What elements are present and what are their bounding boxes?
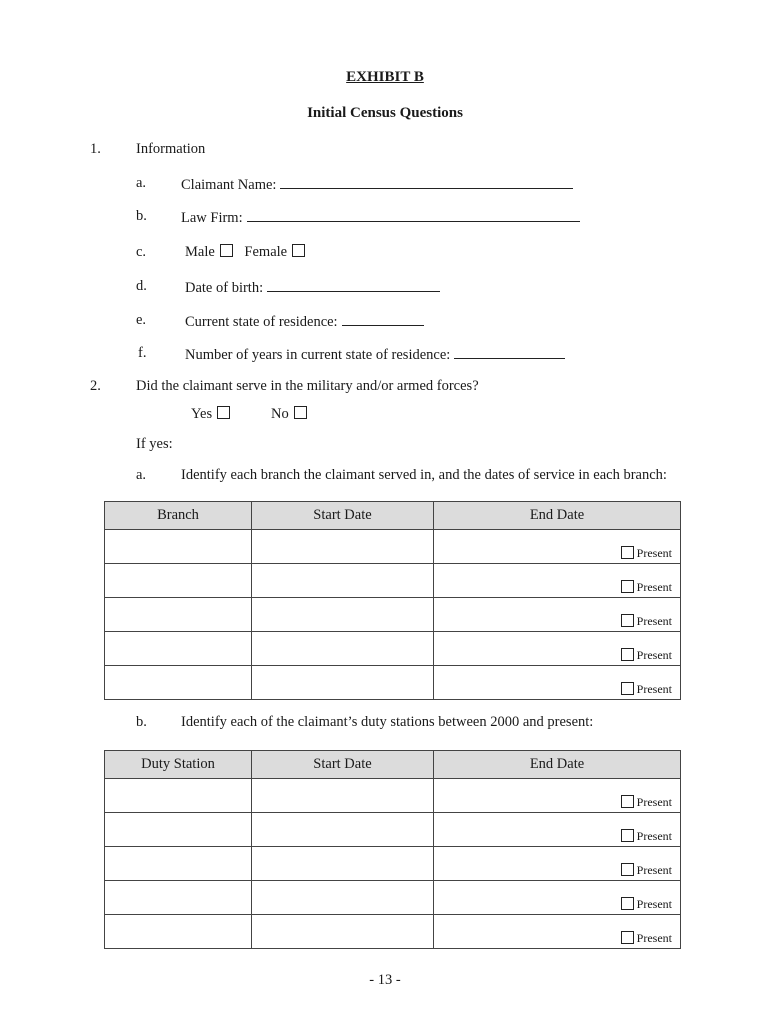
table-row: [105, 666, 681, 700]
header-start-date: Start Date: [252, 502, 434, 530]
table-row: [105, 915, 681, 949]
start-date-cell[interactable]: [252, 632, 434, 666]
start-date-cell[interactable]: [252, 598, 434, 632]
branch-cell[interactable]: [105, 530, 252, 564]
branch-cell[interactable]: [105, 666, 252, 700]
header-end-date: End Date: [434, 751, 681, 779]
present-checkbox[interactable]: [621, 795, 634, 808]
end-date-cell[interactable]: [434, 666, 681, 700]
present-label: Present: [636, 897, 672, 911]
item-2b-text: Identify each of the claimant’s duty stations between 2000 and present:: [181, 714, 594, 730]
table-row: [105, 779, 681, 813]
present-checkbox[interactable]: [621, 648, 634, 661]
header-start-date: Start Date: [252, 751, 434, 779]
female-checkbox[interactable]: [292, 244, 305, 257]
present-checkbox[interactable]: [621, 580, 634, 593]
present-label: Present: [636, 546, 672, 560]
present-option: [621, 580, 672, 594]
present-checkbox[interactable]: [621, 682, 634, 695]
present-option: [621, 931, 672, 945]
table-row: [105, 564, 681, 598]
duty-station-table: [104, 750, 681, 949]
item-d-letter: d.: [136, 278, 147, 294]
item-c-letter: c.: [136, 244, 147, 260]
duty-station-cell[interactable]: [105, 847, 252, 881]
form-subtitle: Initial Census Questions: [307, 105, 463, 121]
section2-number: 2.: [90, 378, 101, 394]
dob-row: [185, 277, 440, 297]
present-checkbox[interactable]: [621, 897, 634, 910]
table-row: [105, 813, 681, 847]
item-2a-text: Identify each branch the claimant served in, and the dates of service in each branch:: [181, 467, 667, 483]
present-checkbox[interactable]: [621, 546, 634, 559]
claimant-name-row: [181, 174, 573, 194]
start-date-cell[interactable]: [252, 881, 434, 915]
present-checkbox[interactable]: [621, 931, 634, 944]
end-date-cell[interactable]: [434, 881, 681, 915]
present-label: Present: [636, 580, 672, 594]
end-date-cell[interactable]: [434, 530, 681, 564]
years-label: Number of years in current state of residence:: [185, 347, 451, 363]
present-checkbox[interactable]: [621, 614, 634, 627]
duty-station-cell[interactable]: [105, 813, 252, 847]
yes-option: [191, 405, 230, 423]
end-date-cell[interactable]: [434, 813, 681, 847]
female-label: Female: [244, 244, 288, 260]
start-date-cell[interactable]: [252, 666, 434, 700]
present-label: Present: [636, 863, 672, 877]
present-option: [621, 829, 672, 843]
no-checkbox[interactable]: [294, 406, 307, 419]
branch-table-header: [105, 502, 681, 530]
item-2b-letter: b.: [136, 714, 147, 730]
gender-row: [185, 243, 305, 261]
present-checkbox[interactable]: [621, 863, 634, 876]
if-yes-label: If yes:: [136, 436, 173, 452]
header-branch: Branch: [105, 502, 252, 530]
law-firm-field[interactable]: [247, 207, 580, 222]
present-option: [621, 863, 672, 877]
no-option: [271, 405, 307, 423]
end-date-cell[interactable]: [434, 632, 681, 666]
exhibit-title: EXHIBIT B: [346, 69, 424, 85]
present-label: Present: [636, 682, 672, 696]
male-checkbox[interactable]: [220, 244, 233, 257]
start-date-cell[interactable]: [252, 564, 434, 598]
yes-label: Yes: [191, 406, 213, 422]
item-b-letter: b.: [136, 208, 147, 224]
present-label: Present: [636, 648, 672, 662]
present-option: [621, 648, 672, 662]
table-row: [105, 632, 681, 666]
item-f-letter: f.: [138, 345, 147, 361]
no-label: No: [271, 406, 289, 422]
present-checkbox[interactable]: [621, 829, 634, 842]
end-date-cell[interactable]: [434, 915, 681, 949]
present-label: Present: [636, 931, 672, 945]
table-row: [105, 881, 681, 915]
yes-checkbox[interactable]: [217, 406, 230, 419]
present-label: Present: [636, 795, 672, 809]
dob-label: Date of birth:: [185, 280, 264, 296]
end-date-cell[interactable]: [434, 779, 681, 813]
residence-label: Current state of residence:: [185, 314, 338, 330]
start-date-cell[interactable]: [252, 915, 434, 949]
duty-station-cell[interactable]: [105, 881, 252, 915]
start-date-cell[interactable]: [252, 779, 434, 813]
present-option: [621, 897, 672, 911]
duty-station-cell[interactable]: [105, 779, 252, 813]
section1-number: 1.: [90, 141, 101, 157]
end-date-cell[interactable]: [434, 598, 681, 632]
present-option: [621, 546, 672, 560]
table-row: [105, 530, 681, 564]
branch-table: [104, 501, 681, 700]
duty-table-header: [105, 751, 681, 779]
years-row: [185, 344, 565, 364]
law-firm-row: [181, 207, 580, 227]
end-date-cell[interactable]: [434, 847, 681, 881]
claimant-name-label: Claimant Name:: [181, 177, 277, 193]
page-number: - 13 -: [369, 972, 401, 988]
item-2a-letter: a.: [136, 467, 147, 483]
start-date-cell[interactable]: [252, 847, 434, 881]
present-option: [621, 682, 672, 696]
residence-field[interactable]: [342, 311, 424, 326]
branch-cell[interactable]: [105, 564, 252, 598]
present-label: Present: [636, 614, 672, 628]
claimant-name-field[interactable]: [280, 174, 573, 189]
present-option: [621, 795, 672, 809]
header-duty-station: Duty Station: [105, 751, 252, 779]
branch-cell[interactable]: [105, 598, 252, 632]
start-date-cell[interactable]: [252, 813, 434, 847]
table-row: [105, 847, 681, 881]
present-label: Present: [636, 829, 672, 843]
branch-cell[interactable]: [105, 632, 252, 666]
present-option: [621, 614, 672, 628]
military-question: Did the claimant serve in the military and/or armed forces?: [136, 378, 479, 394]
header-end-date: End Date: [434, 502, 681, 530]
start-date-cell[interactable]: [252, 530, 434, 564]
item-e-letter: e.: [136, 312, 147, 328]
section1-heading: Information: [136, 141, 206, 157]
end-date-cell[interactable]: [434, 564, 681, 598]
dob-field[interactable]: [267, 277, 440, 292]
table-row: [105, 598, 681, 632]
male-label: Male: [185, 244, 215, 260]
duty-station-cell[interactable]: [105, 915, 252, 949]
residence-row: [185, 311, 424, 331]
law-firm-label: Law Firm:: [181, 210, 243, 226]
item-a-letter: a.: [136, 175, 147, 191]
years-field[interactable]: [454, 344, 565, 359]
